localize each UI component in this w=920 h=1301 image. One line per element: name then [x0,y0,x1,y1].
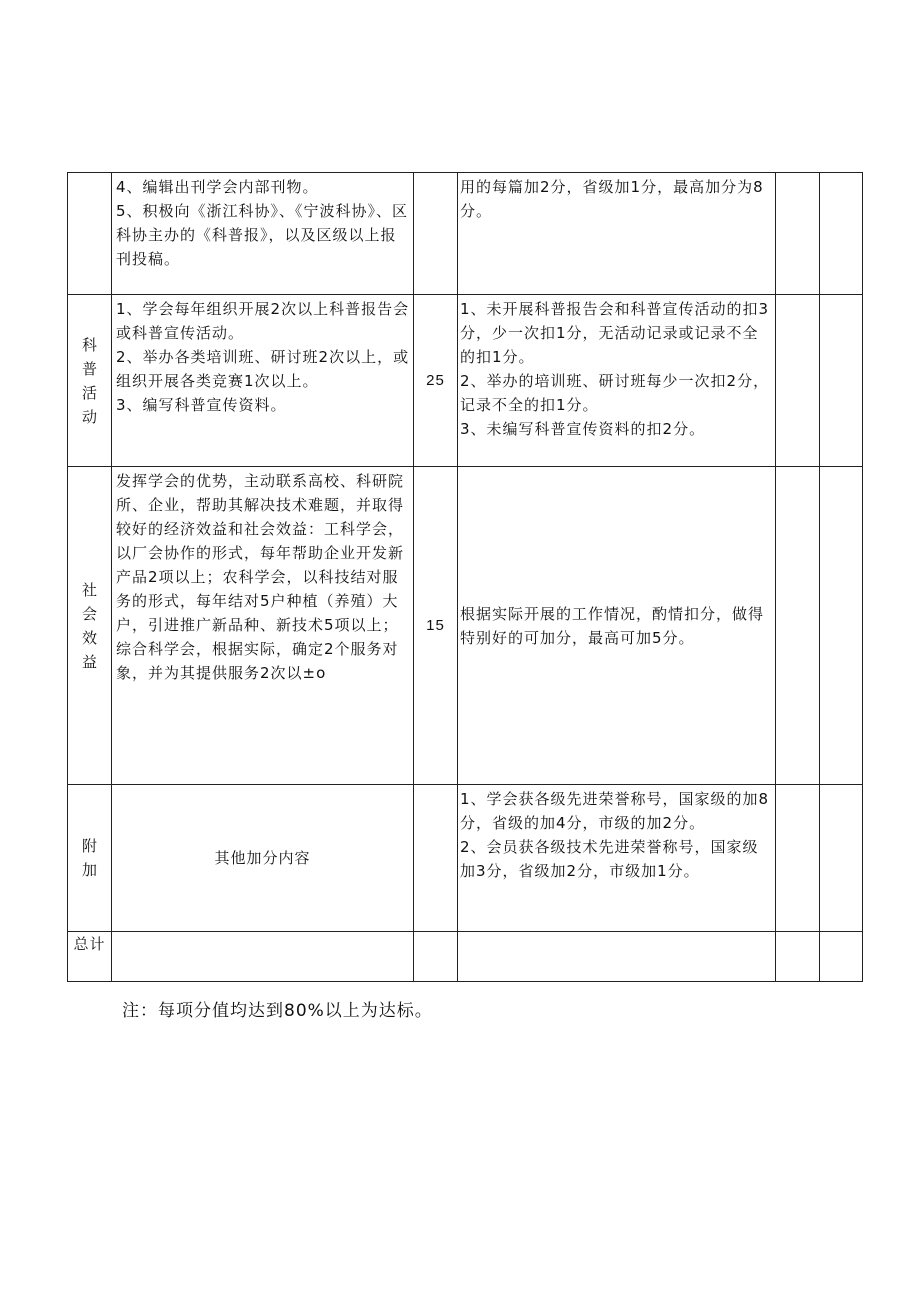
score-cell [776,295,820,467]
category-cell: 社会效益 [68,467,112,785]
criteria-line: 1、学会获各级先进荣誉称号，国家级的加8分，省级的加4分，市级的加2分。 [460,790,770,832]
criteria-line: 3、未编写科普宣传资料的扣2分。 [460,420,706,438]
table-row [68,932,863,982]
remark-cell [820,932,863,982]
score-cell [776,785,820,932]
points-cell: 25 [414,295,458,467]
table-row [68,295,863,467]
score-cell [776,467,820,785]
table-row [68,173,863,295]
criteria-cell [458,785,776,932]
category-cell: 科普活动 [68,295,112,467]
remark-cell [820,467,863,785]
criteria-line: 用的每篇加2分，省级加1分，最高加分为8分。 [460,178,764,220]
criteria-cell [458,467,776,785]
category-cell [68,173,112,295]
total-label: 总计 [68,932,112,982]
points-cell: 15 [414,467,458,785]
content-cell [112,467,414,785]
criteria-cell [458,295,776,467]
content-cell [112,173,414,295]
remark-cell [820,785,863,932]
table-row [68,785,863,932]
points-cell [414,932,458,982]
criteria-line: 2、会员获各级技术先进荣誉称号，国家级加3分，省级加2分，市级加1分。 [460,838,759,880]
content-line: 2、举办各类培训班、研讨班2次以上，或组织开展各类竞赛1次以上。 [116,348,410,390]
table-row [68,467,863,785]
points-cell [414,173,458,295]
content-cell: 其他加分内容 [112,785,414,932]
points-cell [414,785,458,932]
content-cell [112,932,414,982]
criteria-line: 2、举办的培训班、研讨班每少一次扣2分，记录不全的扣1分。 [460,372,770,414]
content-line: 发挥学会的优势，主动联系高校、科研院所、企业，帮助其解决技术难题，并取得较好的经济效益和社会效益：工科学会，以厂会协作的形式，每年帮助企业开发新产品2项以上；农科学会，以科技结对服务的形式，每年结对5户种植（养殖）大户，引进推广新品种、新技术5项以上；综合科学会，根据实际，确定2个服务对象，并为其提供服务2次以±o [116,472,405,682]
criteria-cell [458,932,776,982]
content-cell [112,295,414,467]
assessment-table [67,172,863,982]
content-line: 3、编写科普宣传资料。 [116,396,287,414]
footnote: 注：每项分值均达到80%以上为达标。 [122,1001,433,1021]
score-cell [776,173,820,295]
content-line: 1、学会每年组织开展2次以上科普报告会或科普宣传活动。 [116,300,410,342]
remark-cell [820,173,863,295]
criteria-line: 根据实际开展的工作情况，酌情扣分，做得特别好的可加分，最高可加5分。 [460,604,765,647]
criteria-cell [458,173,776,295]
content-line: 4、编辑出刊学会内部刊物。 [116,178,319,196]
remark-cell [820,295,863,467]
score-cell [776,932,820,982]
criteria-line: 1、未开展科普报告会和科普宣传活动的扣3分，少一次扣1分，无活动记录或记录不全的扣1分。 [460,300,770,366]
content-line: 5、积极向《浙江科协》、《宁波科协》、区科协主办的《科普报》，以及区级以上报刊投稿。 [116,202,409,268]
category-cell: 附加 [68,785,112,932]
